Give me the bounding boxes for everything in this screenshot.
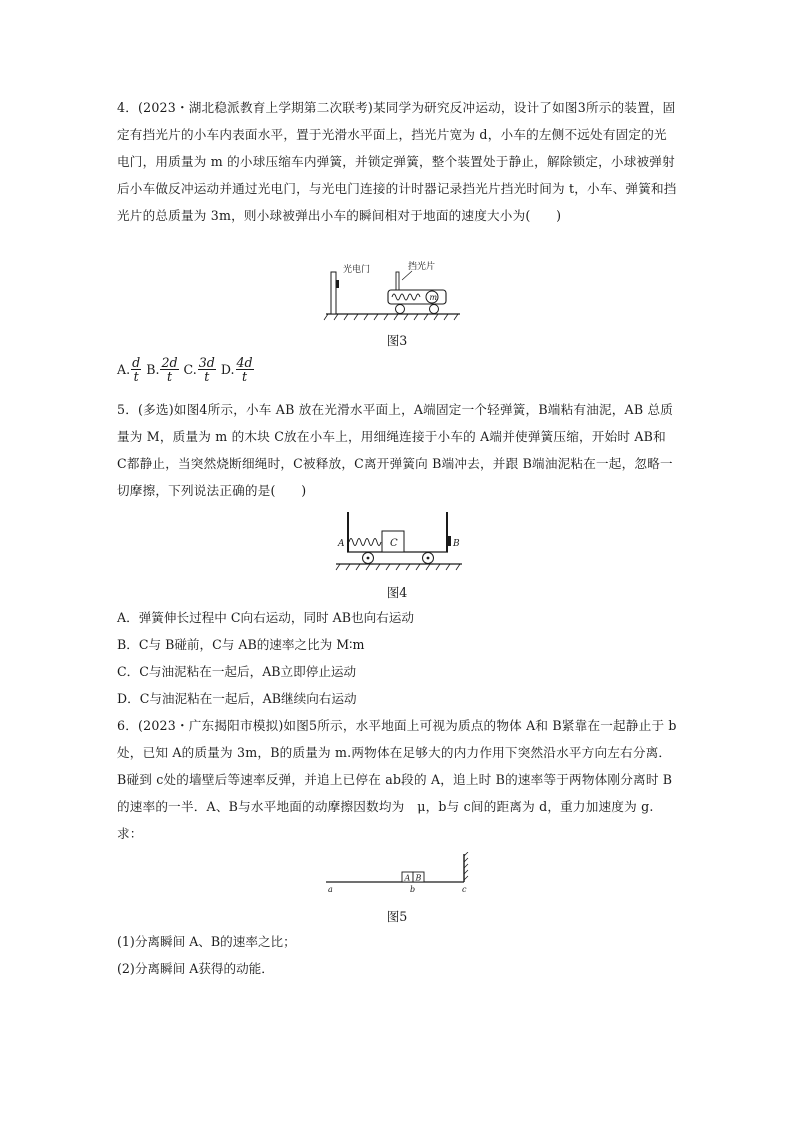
option-c-fraction: $\frac{3d}{t}$ [198,355,215,384]
ball-mass-label: m [429,293,438,302]
end-b-label: B [453,539,460,549]
question-4-text: 4．(2023・湖北稳派教育上学期第二次联考)某同学为研究反冲运动，设计了如图3所示的装置，固定有挡光片的小车内表面水平，置于光滑水平面上，挡光片宽为 d，小车的左侧不远处有固定的光电门，用质量为 m 的小球压缩车内弹簧，并锁定弹簧，整个装置处于静止，解除锁定，小球被弹射后小车做反冲运动并通过光电门，与光电门连接的计时器记录挡光片挡光时间为 t，小车、弹簧和挡光片的总质量为 3m，则小球被弹出小车的瞬间相对于地面的速度大小为( ) [117,100,677,223]
question-5-option-d: D．C与油泥粘在一起后，AB继续向右运动 [117,691,357,706]
shade-label: 挡光片 [408,262,436,272]
question-6-part-1: (1)分离瞬间 A、B的速率之比； [117,934,296,949]
block-a-label: A [404,873,411,883]
end-a-label: A [338,539,345,549]
figure-5-ground-diagram [324,852,474,896]
question-5-option-c: C．C与油泥粘在一起后，AB立即停止运动 [117,664,357,679]
option-b-label: B. [146,362,160,377]
option-a-label: A. [117,362,131,377]
option-d-fraction: $\frac{4d}{t}$ [236,355,253,384]
question-5-option-a: A．弹簧伸长过程中 C向右运动，同时 AB也向右运动 [117,610,414,625]
option-b-fraction: $\frac{2d}{t}$ [161,355,178,384]
point-a-label: a [328,885,333,894]
question-4-options [117,356,255,383]
question-5-text: 5．(多选)如图4所示，小车 AB 放在光滑水平面上，A端固定一个轻弹簧，B端粘有油泥，AB 总质量为 M，质量为 m 的木块 C放在小车上，用细绳连接于小车的 A端并使弹簧压缩，开始时 AB和 C都静止，当突然烧断细绳时，C被释放，C离开弹簧向 B端冲去，并跟 B端油泥粘在一起，忽略一切摩擦，下列说法正确的是( ) [117,402,674,498]
photogate-label: 光电门 [343,265,371,275]
block-c-label: C [390,538,398,549]
question-6-text: 6．(2023・广东揭阳市模拟)如图5所示，水平地面上可视为质点的物体 A和 B紧靠在一起静止于 b处，已知 A的质量为 3m，B的质量为 m.两物体在足够大的内力作用下突然沿水平方向左右分离．B碰到 c处的墙壁后等速率反弹，并追上已停在 ab段的 A，追上时 B的速率等于两物体刚分离时 B的速率的一半．A、B与水平地面的动摩擦因数均为 μ，b与 c间的距离为 d，重力加速度为 g.求： [117,718,677,841]
figure-4-caption: 图4 [386,585,408,600]
option-d-label: D. [220,362,235,377]
question-6-part-2: (2)分离瞬间 A获得的动能． [117,961,274,976]
point-c-label: c [462,885,467,894]
point-b-label: b [410,885,416,894]
option-c-label: C. [183,362,197,377]
question-5-option-b: B．C与 B碰前，C与 AB的速率之比为 M∶m [117,637,365,652]
figure-3-caption: 图3 [386,333,408,348]
figure-4-cart-diagram [334,510,464,574]
figure-3-cart-diagram [322,258,464,324]
option-a-fraction: $\frac{d}{t}$ [132,355,141,384]
block-b-label: B [415,873,422,883]
figure-5-caption: 图5 [386,909,408,924]
